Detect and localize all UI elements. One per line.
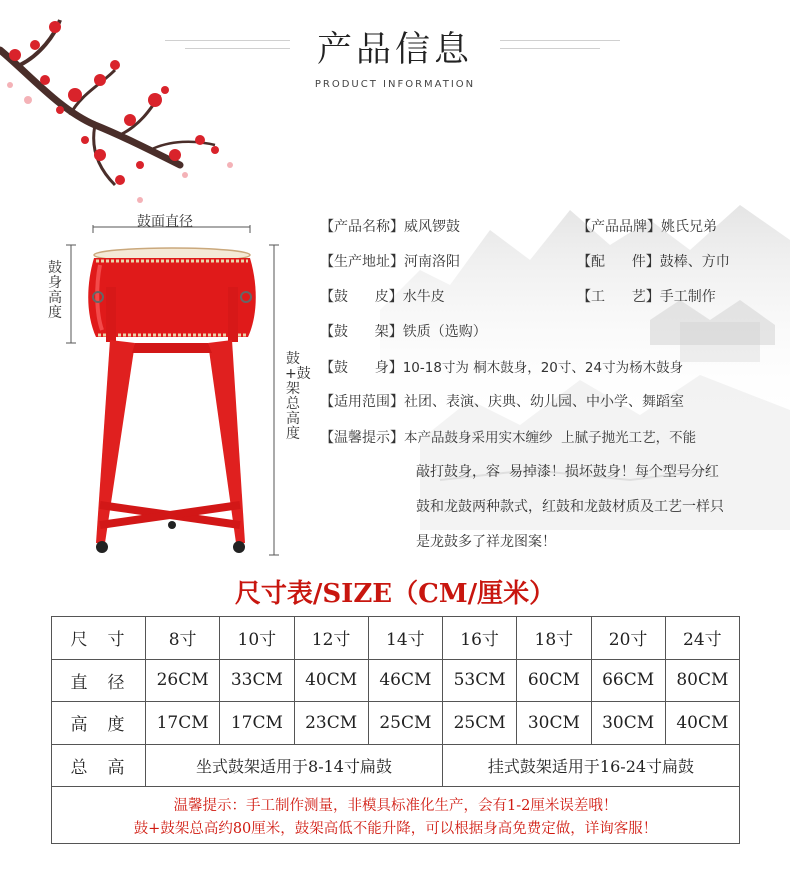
- info-value: 河南洛阳: [404, 254, 460, 270]
- table-cell: 66CM: [591, 659, 665, 702]
- table-row: [52, 702, 740, 745]
- total-height-label: 鼓+鼓架总高度: [285, 351, 311, 442]
- diameter-label: 鼓面直径: [137, 214, 193, 230]
- info-key: 【鼓 架】: [320, 324, 403, 340]
- info-value: 水牛皮: [402, 289, 445, 305]
- table-cell: 24寸: [665, 617, 739, 660]
- info-key: 【鼓 身】: [320, 360, 403, 376]
- table-row: [52, 659, 740, 702]
- drum-on-stand-image: [40, 225, 280, 565]
- table-cell: 25CM: [443, 702, 517, 745]
- table-cell: 17CM: [146, 702, 220, 745]
- info-value: 鼓棒、方巾: [659, 254, 730, 270]
- row-label: 尺寸: [52, 617, 146, 660]
- warning-line-2: 鼓+鼓架总高约80厘米，鼓架高低不能升降，可以根据身高免费定做，详询客服！: [133, 821, 658, 837]
- tips-continuation: 敲打鼓身，容 易掉漆！损坏鼓身！每个型号分红: [416, 464, 719, 480]
- body-height-label: 鼓身高度: [48, 260, 62, 321]
- info-key: 【适用范围】: [320, 394, 404, 410]
- table-cell: 26CM: [146, 659, 220, 702]
- info-value: 社团、表演、庆典、幼儿园、中小学、舞蹈室: [404, 394, 684, 410]
- info-value: 10-18寸为 桐木鼓身，20寸、24寸为杨木鼓身: [402, 360, 684, 376]
- info-drum-skin: [320, 286, 445, 306]
- info-value: 威风锣鼓: [404, 219, 460, 235]
- title-divider-right: [500, 40, 620, 41]
- row-label: 高度: [52, 702, 146, 745]
- info-stand: [320, 321, 487, 341]
- title-divider-left-lower: [185, 48, 290, 49]
- section-title: 产品信息: [316, 30, 473, 70]
- info-tips: [320, 426, 696, 447]
- table-cell: 23CM: [294, 702, 368, 745]
- info-value: 手工制作: [659, 289, 716, 305]
- table-cell: 20寸: [591, 617, 665, 660]
- info-key: 【产品品牌】: [577, 219, 661, 235]
- table-cell: 40CM: [665, 702, 739, 745]
- table-cell: 18寸: [517, 617, 591, 660]
- info-key: 【配 件】: [577, 254, 660, 270]
- table-row: [52, 617, 740, 660]
- title-divider-left: [165, 40, 290, 41]
- table-row: [52, 744, 740, 787]
- table-cell: 30CM: [517, 702, 591, 745]
- info-product-name: [320, 216, 460, 236]
- info-origin: [320, 251, 460, 271]
- title-divider-right-lower: [500, 48, 600, 49]
- hang-stand-note: 挂式鼓架适用于16-24寸扁鼓: [443, 744, 740, 787]
- table-cell: 12寸: [294, 617, 368, 660]
- sit-stand-note: 坐式鼓架适用于8-14寸扁鼓: [146, 744, 443, 787]
- info-key: 【鼓 皮】: [320, 289, 403, 305]
- info-key: 【工 艺】: [577, 289, 660, 305]
- table-cell: 53CM: [443, 659, 517, 702]
- tips-continuation: 鼓和龙鼓两种款式，红鼓和龙鼓材质及工艺一样只: [416, 499, 724, 515]
- table-cell: 10寸: [220, 617, 294, 660]
- row-label: 直径: [52, 659, 146, 702]
- info-drum-body: [320, 356, 683, 377]
- row-label: 总高: [52, 744, 146, 787]
- table-cell: 8寸: [146, 617, 220, 660]
- info-craft: [577, 286, 716, 306]
- size-table: [51, 616, 740, 787]
- info-scope: [320, 391, 684, 411]
- table-cell: 30CM: [591, 702, 665, 745]
- table-cell: 16寸: [443, 617, 517, 660]
- table-cell: 60CM: [517, 659, 591, 702]
- table-cell: 25CM: [368, 702, 442, 745]
- table-cell: 46CM: [368, 659, 442, 702]
- info-value: 本产品鼓身采用实木缠纱 上腻子抛光工艺，不能: [404, 430, 697, 446]
- info-brand: [577, 216, 717, 236]
- size-table-title: 尺寸表/SIZE（CM/厘米）: [234, 579, 556, 609]
- table-cell: 80CM: [665, 659, 739, 702]
- section-subtitle: PRODUCT INFORMATION: [314, 79, 476, 90]
- table-cell: 40CM: [294, 659, 368, 702]
- info-key: 【温馨提示】: [320, 430, 404, 446]
- table-cell: 17CM: [220, 702, 294, 745]
- info-key: 【产品名称】: [320, 219, 404, 235]
- info-key: 【生产地址】: [320, 254, 404, 270]
- tips-continuation: 是龙鼓多了祥龙图案！: [416, 534, 556, 550]
- table-cell: 14寸: [368, 617, 442, 660]
- info-accessories: [577, 251, 730, 271]
- table-cell: 33CM: [220, 659, 294, 702]
- info-value: 铁质（选购）: [402, 324, 487, 340]
- info-value: 姚氏兄弟: [661, 219, 717, 235]
- warning-line-1: 温馨提示：手工制作测量，非模具标准化生产，会有1-2厘米误差哦！: [173, 798, 618, 814]
